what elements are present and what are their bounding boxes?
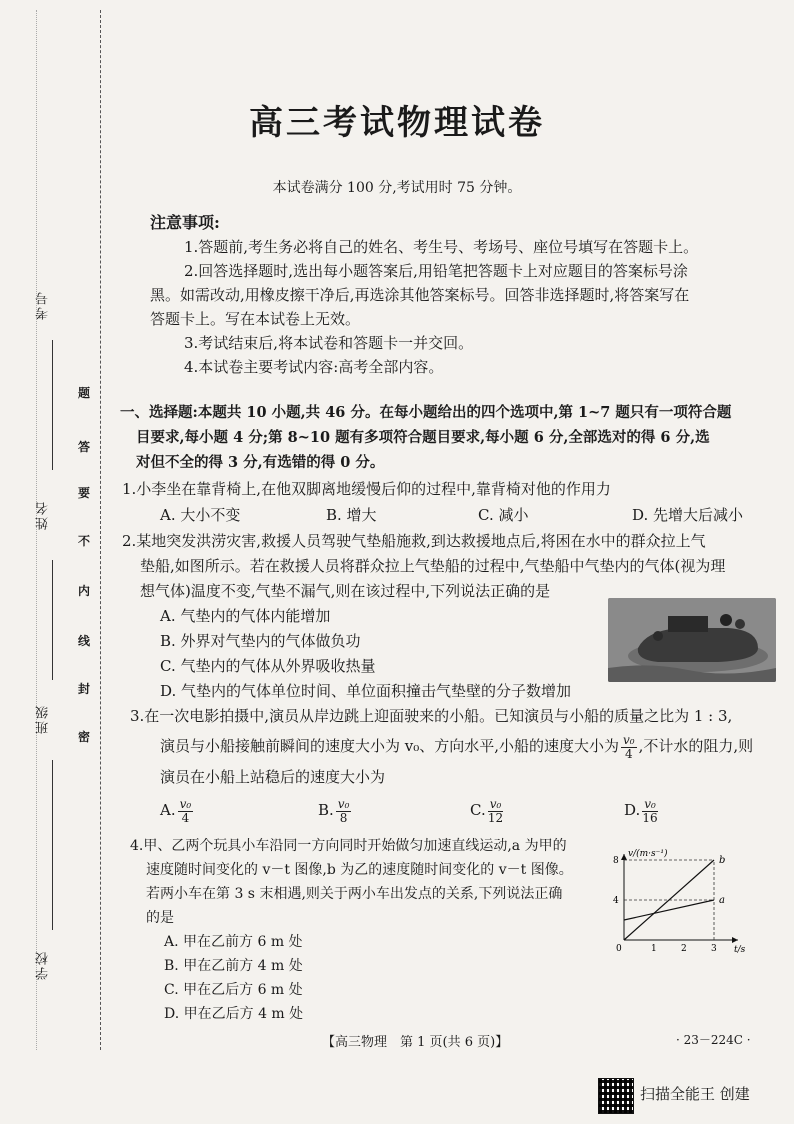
subtitle: 本试卷满分 100 分,考试用时 75 分钟。 — [272, 180, 522, 196]
notice-line: 3.考试结束后,将本试卷和答题卡一并交回。 — [184, 334, 474, 352]
y-axis-arrow — [621, 854, 627, 860]
margin-rule-1 — [52, 340, 53, 470]
section-header: 一、选择题:本题共 10 小题,共 46 分。在每小题给出的四个选项中,第 1~7 题只有一项符合题 — [120, 404, 732, 421]
vt-graph — [604, 828, 764, 954]
q2-option-a: A. 气垫内的气体内能增加 — [160, 607, 331, 625]
question-1-stem: 1.小李坐在靠背椅上,在他双脚离地缓慢后仰的过程中,靠背椅对他的作用力 — [122, 480, 611, 498]
question-2-stem: 2.某地突发洪涝灾害,救援人员驾驶气垫船施救,到达救援地点后,将困在水中的群众拉上气 — [122, 532, 706, 550]
numerator: v₀ — [644, 797, 656, 811]
q4-option-b: B. 甲在乙前方 4 m 处 — [164, 958, 303, 974]
y-tick-label: 8 — [613, 856, 619, 866]
q1-option-a: A. 大小不变 — [160, 506, 241, 524]
option-label: A. — [160, 801, 176, 820]
option-label: D. — [624, 801, 641, 820]
q3-option-b — [318, 798, 353, 824]
question-4-stem: 若两小车在第 3 s 末相遇,则关于两小车出发点的关系,下列说法正确 — [146, 886, 563, 902]
q3-option-a — [160, 798, 195, 824]
question-4-stem: 4.甲、乙两个玩具小车沿同一方向同时开始做匀加速直线运动,a 为甲的 — [130, 838, 567, 854]
option-label: B. — [318, 801, 334, 820]
numerator: v₀ — [489, 797, 502, 811]
q4-option-d: D. 甲在乙后方 4 m 处 — [164, 1006, 304, 1022]
notice-line: 4.本试卷主要考试内容:高考全部内容。 — [184, 358, 444, 376]
section-header: 对但不全的得 3 分,有选错的得 0 分。 — [136, 454, 385, 471]
seal-char: 答 — [78, 440, 91, 454]
hovercraft-illustration — [608, 598, 776, 682]
series-label-a: a — [719, 895, 725, 906]
seal-char: 密 — [78, 730, 91, 744]
notice-line: 1.答题前,考生务必将自己的姓名、考生号、考场号、座位号填写在答题卡上。 — [184, 238, 699, 256]
question-3-stem: 演员在小船上站稳后的速度大小为 — [160, 768, 386, 786]
xuexiao-label: 学校 — [36, 950, 51, 980]
fraction — [178, 798, 194, 824]
x-axis-arrow — [732, 937, 738, 943]
x-tick-label: 3 — [711, 944, 717, 954]
scanner-watermark: 扫描全能王 创建 — [640, 1085, 750, 1103]
series-line-a — [624, 900, 714, 920]
footer-page-info: 【高三物理 第 1 页(共 6 页)】 — [322, 1035, 509, 1050]
qr-code-icon — [598, 1078, 634, 1114]
seal-char: 题 — [78, 386, 91, 400]
q4-option-a: A. 甲在乙前方 6 m 处 — [164, 934, 303, 950]
numerator: v₀ — [337, 797, 350, 811]
fraction — [336, 798, 352, 824]
kaohao-label: 考号 — [36, 290, 51, 320]
q2-option-b: B. 外界对气垫内的气体做负功 — [160, 632, 361, 650]
option-label: C. — [470, 801, 486, 820]
numerator: v₀ — [623, 733, 635, 747]
question-2-stem: 想气体)温度不变,气垫不漏气,则在该过程中,下列说法正确的是 — [140, 582, 551, 600]
q1-option-d: D. 先增大后减小 — [632, 506, 744, 524]
q4-option-c: C. 甲在乙后方 6 m 处 — [164, 982, 303, 998]
section-header: 目要求,每小题 4 分;第 8~10 题有多项符合题目要求,每小题 6 分,全部选对的得 6 分,选 — [136, 429, 710, 446]
fraction — [621, 734, 637, 760]
seal-char: 封 — [78, 682, 91, 696]
y-axis-label: v/(m·s⁻¹) — [628, 849, 668, 859]
notice-heading: 注意事项: — [150, 213, 220, 232]
q1-option-b: B. 增大 — [326, 506, 377, 524]
denominator: 4 — [181, 810, 190, 825]
seal-char: 线 — [78, 634, 91, 648]
q3-text: 演员与小船接触前瞬间的速度大小为 v₀、方向水平,小船的速度大小为 — [160, 737, 620, 756]
fraction — [642, 798, 658, 824]
xingming-label: 姓名 — [36, 500, 51, 530]
binding-dashed-line-outer — [36, 10, 37, 1050]
origin-label: 0 — [616, 944, 622, 954]
fraction — [488, 798, 504, 824]
notice-line: 2.回答选择题时,选出每小题答案后,用铅笔把答题卡上对应题目的答案标号涂 — [184, 262, 688, 280]
y-tick-label: 4 — [613, 896, 619, 906]
q3-option-d — [624, 798, 660, 824]
x-tick-label: 2 — [681, 944, 687, 954]
denominator: 8 — [339, 810, 348, 825]
page-title: 高三考试物理试卷 — [249, 103, 545, 143]
seal-char: 内 — [78, 584, 91, 598]
question-4-stem: 速度随时间变化的 v－t 图像,b 为乙的速度随时间变化的 v－t 图像。 — [146, 862, 573, 878]
numerator: v₀ — [179, 797, 192, 811]
banji-label: 班级 — [36, 704, 51, 734]
binding-dashed-line — [100, 10, 101, 1050]
q3-text: ,不计水的阻力,则 — [638, 737, 754, 756]
margin-rule-3 — [52, 760, 53, 930]
x-tick-label: 1 — [651, 944, 657, 954]
seal-char: 要 — [78, 486, 91, 500]
seal-char: 不 — [78, 534, 91, 548]
notice-line: 黑。如需改动,用橡皮擦干净后,再选涂其他答案标号。回答非选择题时,将答案写在 — [150, 286, 690, 304]
question-2-stem: 垫船,如图所示。若在救援人员将群众拉上气垫船的过程中,气垫船中气垫内的气体(视为理 — [140, 557, 726, 575]
margin-rule-2 — [52, 560, 53, 680]
denominator: 16 — [642, 810, 658, 825]
x-axis-label: t/s — [734, 945, 746, 954]
q2-option-d: D. 气垫内的气体单位时间、单位面积撞击气垫壁的分子数增加 — [160, 682, 572, 700]
denominator: 4 — [625, 746, 633, 761]
denominator: 12 — [487, 810, 504, 825]
question-3-stem-l2 — [160, 734, 753, 760]
footer-code: · 23－224C · — [676, 1033, 751, 1047]
q1-option-c: C. 减小 — [478, 506, 529, 524]
q2-option-c: C. 气垫内的气体从外界吸收热量 — [160, 657, 376, 675]
question-3-stem: 3.在一次电影拍摄中,演员从岸边跳上迎面驶来的小船。已知演员与小船的质量之比为 1 : 3, — [130, 707, 733, 725]
hovercraft-photo — [608, 598, 776, 682]
question-4-stem: 的是 — [146, 910, 174, 926]
series-label-b: b — [719, 855, 726, 866]
q3-option-c — [470, 798, 505, 824]
notice-line: 答题卡上。写在本试卷上无效。 — [150, 310, 361, 328]
